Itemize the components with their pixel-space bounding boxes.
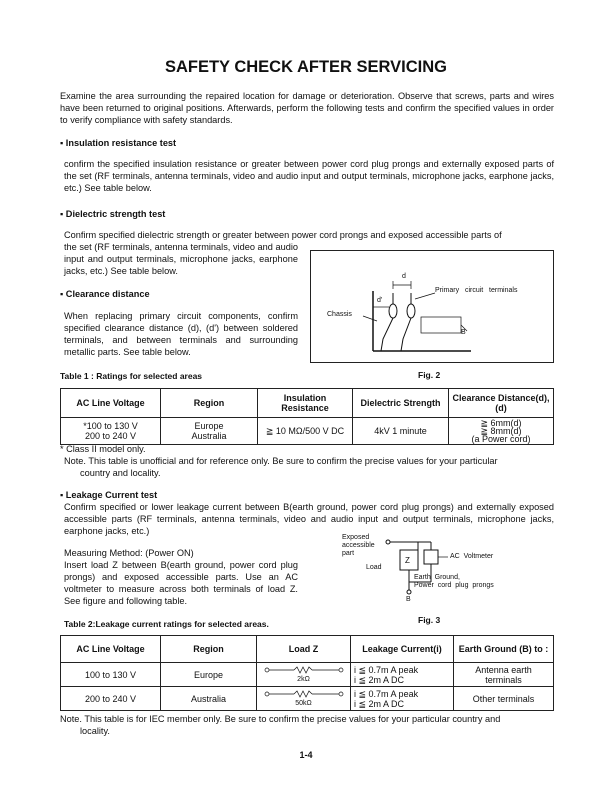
table-row xyxy=(61,663,554,687)
clearance-body: When replacing primary circuit components, confirm specified clearance distance (d), (d') between soldered terminals, and between terminals and surrounding metallic parts. See table below. xyxy=(64,311,298,357)
b-bracket xyxy=(421,317,461,333)
page-title: SAFETY CHECK AFTER SERVICING xyxy=(164,58,448,76)
fig2-frame xyxy=(310,250,554,363)
table2-row1-current1: i ≦ 0.7m A peak xyxy=(354,664,419,675)
table1-region-1: Europe xyxy=(194,421,224,431)
fig2-label-d: d xyxy=(402,273,406,280)
chassis-leader xyxy=(363,316,377,321)
fig3-label-plug: Power cord plug prongs xyxy=(414,582,494,589)
table2 xyxy=(60,635,554,711)
table2-header-load: Load Z xyxy=(257,636,351,663)
fig3-label-load: Load xyxy=(366,564,382,571)
table2-header-earth: Earth Ground (B) to : xyxy=(454,636,554,663)
table1-header-clearance: Clearance Distance(d),(d) xyxy=(449,389,554,418)
exposed-terminal xyxy=(386,540,390,544)
earth-terminal xyxy=(407,590,411,594)
intro-paragraph: Examine the area surrounding the repaired location for damage or deterioration. Observe that screws, parts and wires have been returned to original positions. Afterwards, perform the following tests and confirm the specified values in order to verify compliance with safety standards. xyxy=(60,91,554,125)
fig2-label-primary: Primary circuit terminals xyxy=(435,287,518,294)
terminal-left xyxy=(389,304,397,318)
dielectric-body-line1: Confirm specified dielectric strength or greater between power cord prongs and exposed accessible parts of xyxy=(64,230,502,240)
table1-insulation-value: ≧ 10 MΩ/500 V DC xyxy=(258,418,353,445)
fig3-label-part: part xyxy=(342,550,355,557)
fig3-caption: Fig. 3 xyxy=(418,615,441,625)
table2-row1-voltage: 100 to 130 V xyxy=(61,663,161,687)
table2-row2-voltage: 200 to 240 V xyxy=(61,687,161,711)
dielectric-body-rest: the set (RF terminals, antenna terminals, video and audio input and output terminals, microphone jacks, earphone jacks, etc.) See table below. xyxy=(64,242,298,276)
leakage-heading: ▪ Leakage Current test xyxy=(60,490,158,500)
page-number: 1-4 xyxy=(299,750,313,760)
table1-header-insulation: Insulation Resistance xyxy=(258,389,353,418)
fig3-label-exposed: Exposed xyxy=(342,534,370,541)
primary-leader xyxy=(415,293,435,299)
fig2-label-b: B xyxy=(461,329,466,336)
leakage-body: Confirm specified or lower leakage current between B(earth ground, power cord plug prongs) and externally exposed accessible parts (RF terminals, antenna terminals, video and audio input and output terminals, microphone jacks, earphone jacks, etc.) xyxy=(64,502,554,536)
table1-star-note: * Class II model only. xyxy=(60,444,146,454)
insulation-body: confirm the specified insulation resistance or greater between power cord plug prongs and externally exposed parts of the set (RF terminals, antenna terminals, video and audio input and output terminals, microphone jacks, earphone jacks, etc.) See table below. xyxy=(64,159,554,193)
fig3-label-voltmeter: AC Voltmeter xyxy=(450,553,494,560)
table1-header-dielectric: Dielectric Strength xyxy=(353,389,449,418)
table1-dielectric-value: 4kV 1 minute xyxy=(353,418,449,445)
clearance-heading: ▪ Clearance distance xyxy=(60,289,150,299)
table2-header-voltage: AC Line Voltage xyxy=(61,636,161,663)
table2-row1-load: 2kΩ xyxy=(297,675,310,683)
wire-left xyxy=(381,318,393,351)
table2-note-line2: locality. xyxy=(80,726,110,736)
fig3-label-earth: Earth Ground, xyxy=(414,574,460,581)
leakage-method-body: Insert load Z between B(earth ground, power cord plug prongs) and exposed accessible parts. Use an AC voltmeter to measure across both terminals of load Z. See figure and following table. xyxy=(64,560,298,606)
dielectric-heading: ▪ Dielectric strength test xyxy=(60,209,166,219)
table2-row2-earth: Other terminals xyxy=(454,687,554,711)
table1-caption: Table 1 : Ratings for selected areas xyxy=(60,371,203,381)
table2-note-line1: Note. This table is for IEC member only. Be sure to confirm the precise values for your particular country and xyxy=(60,714,501,724)
terminal-right xyxy=(407,304,415,318)
table1-clearance-1: ≧ 6mm(d) xyxy=(480,418,522,428)
wire-right xyxy=(401,318,411,351)
fig3-label-accessible: accessible xyxy=(342,542,375,549)
table2-row1-region: Europe xyxy=(161,663,257,687)
table-row xyxy=(61,687,554,711)
voltmeter-box xyxy=(424,550,438,564)
fig2-label-dprime: d' xyxy=(377,297,383,304)
table2-header-leakage: Leakage Current(i) xyxy=(351,636,454,663)
insulation-heading: ▪ Insulation resistance test xyxy=(60,138,177,148)
table1-region-2: Australia xyxy=(191,431,227,441)
table-row xyxy=(61,418,554,445)
table1-clearance-3: (a Power cord) xyxy=(471,434,531,444)
table1-header-voltage: AC Line Voltage xyxy=(61,389,161,418)
table2-row2-current2: i ≦ 2m A DC xyxy=(354,698,405,709)
table2-row1-earth: Antenna earth terminals xyxy=(454,663,554,687)
table1-voltage-2: 200 to 240 V xyxy=(84,431,137,441)
table2-row1-current2: i ≦ 2m A DC xyxy=(354,674,405,685)
table1-voltage-1: *100 to 130 V xyxy=(83,421,138,431)
fig2-caption: Fig. 2 xyxy=(418,370,441,380)
fig3-label-b: B xyxy=(406,596,411,603)
table1-note-line2: country and locality. xyxy=(80,468,161,478)
table1-clearance-2: ≧ 8mm(d) xyxy=(480,426,522,436)
table2-header-region: Region xyxy=(161,636,257,663)
table2-row2-current1: i ≦ 0.7m A peak xyxy=(354,688,419,699)
table1 xyxy=(60,388,554,445)
table1-note-line1: Note. This table is unofficial and for reference only. Be sure to confirm the precise values for your particular xyxy=(64,456,498,466)
table1-header-region: Region xyxy=(161,389,258,418)
leakage-method: Measuring Method: (Power ON) xyxy=(64,548,194,558)
fig2-label-chassis: Chassis xyxy=(327,311,352,318)
table2-row2-region: Australia xyxy=(161,687,257,711)
resistor-icon xyxy=(264,666,344,674)
fig2-diagram xyxy=(311,251,555,364)
fig3-frame xyxy=(310,530,554,610)
table2-caption: Table 2:Leakage current ratings for selected areas. xyxy=(64,619,269,629)
resistor-icon xyxy=(264,690,344,698)
table2-row2-load: 50kΩ xyxy=(295,699,312,707)
fig3-label-z: Z xyxy=(405,556,410,565)
